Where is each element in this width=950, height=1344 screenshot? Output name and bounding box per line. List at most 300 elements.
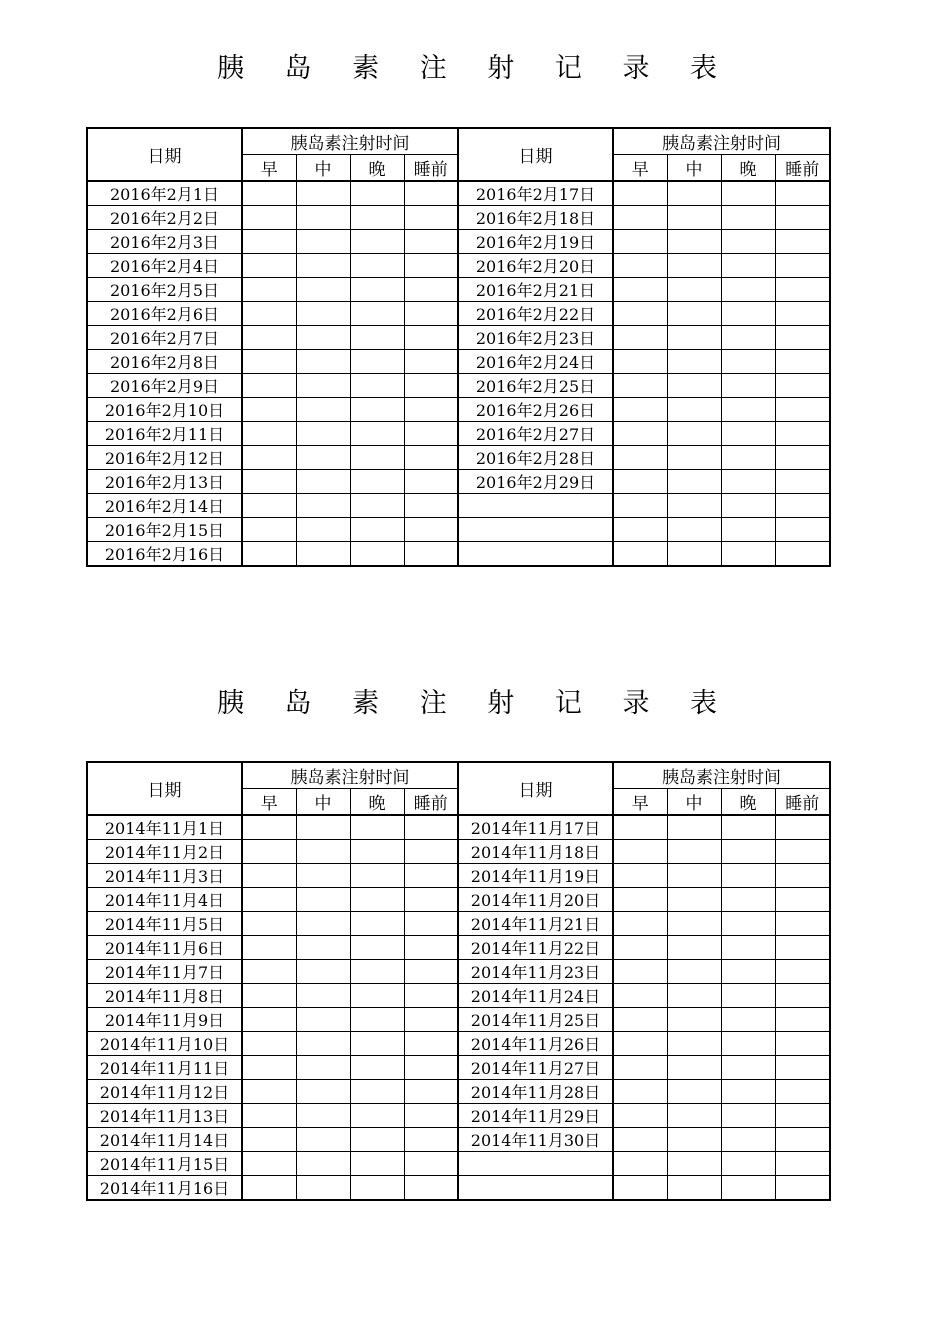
evening-cell[interactable] (350, 542, 404, 567)
date-cell: 2016年2月1日 (87, 181, 242, 206)
table-row (87, 1008, 830, 1032)
morning-cell[interactable] (242, 1128, 296, 1152)
date-header: 日期 (87, 762, 242, 815)
noon-cell[interactable] (296, 350, 350, 374)
date-cell: 2014年11月14日 (87, 1128, 242, 1152)
noon-cell[interactable] (667, 1056, 721, 1080)
noon-cell[interactable] (296, 326, 350, 350)
date-cell: 2014年11月20日 (458, 888, 613, 912)
bedtime-cell[interactable] (404, 446, 458, 470)
noon-cell[interactable] (296, 1176, 350, 1201)
bedtime-cell[interactable] (775, 888, 830, 912)
morning-cell[interactable] (613, 326, 667, 350)
noon-cell[interactable] (667, 446, 721, 470)
morning-cell[interactable] (613, 350, 667, 374)
morning-cell[interactable] (613, 1080, 667, 1104)
morning-cell[interactable] (613, 1176, 667, 1201)
morning-cell[interactable] (613, 1128, 667, 1152)
noon-cell[interactable] (296, 960, 350, 984)
noon-cell[interactable] (296, 1128, 350, 1152)
noon-cell[interactable] (296, 398, 350, 422)
evening-cell[interactable] (721, 230, 775, 254)
morning-cell[interactable] (242, 912, 296, 936)
date-cell: 2014年11月25日 (458, 1008, 613, 1032)
date-cell: 2014年11月6日 (87, 936, 242, 960)
noon-cell[interactable] (296, 206, 350, 230)
date-cell: 2014年11月19日 (458, 864, 613, 888)
bedtime-cell[interactable] (404, 1032, 458, 1056)
morning-cell[interactable] (242, 326, 296, 350)
date-cell: 2014年11月3日 (87, 864, 242, 888)
noon-cell[interactable] (667, 326, 721, 350)
morning-cell[interactable] (613, 888, 667, 912)
evening-cell[interactable] (721, 470, 775, 494)
morning-cell[interactable] (613, 181, 667, 206)
evening-cell[interactable] (350, 1032, 404, 1056)
bedtime-cell[interactable] (775, 254, 830, 278)
evening-cell[interactable] (350, 1104, 404, 1128)
evening-cell[interactable] (350, 206, 404, 230)
morning-cell[interactable] (613, 936, 667, 960)
morning-cell[interactable] (242, 1104, 296, 1128)
morning-cell[interactable] (613, 1104, 667, 1128)
morning-cell[interactable] (613, 446, 667, 470)
noon-cell[interactable] (296, 494, 350, 518)
morning-cell[interactable] (613, 254, 667, 278)
morning-cell[interactable] (242, 864, 296, 888)
noon-cell[interactable] (667, 936, 721, 960)
evening-cell[interactable] (350, 1008, 404, 1032)
noon-cell[interactable] (667, 840, 721, 864)
morning-cell[interactable] (242, 1080, 296, 1104)
noon-cell[interactable] (667, 518, 721, 542)
noon-cell[interactable] (296, 1032, 350, 1056)
bedtime-cell[interactable] (775, 350, 830, 374)
bedtime-cell[interactable] (404, 984, 458, 1008)
evening-cell[interactable] (721, 912, 775, 936)
evening-cell[interactable] (350, 398, 404, 422)
evening-cell[interactable] (721, 1128, 775, 1152)
evening-cell[interactable] (350, 181, 404, 206)
bedtime-cell[interactable] (404, 181, 458, 206)
bedtime-cell[interactable] (404, 1080, 458, 1104)
bedtime-cell[interactable] (775, 181, 830, 206)
bedtime-cell[interactable] (775, 1128, 830, 1152)
evening-cell[interactable] (350, 518, 404, 542)
evening-cell[interactable] (721, 302, 775, 326)
noon-cell[interactable] (296, 470, 350, 494)
date-cell: 2014年11月10日 (87, 1032, 242, 1056)
date-cell: 2014年11月1日 (87, 815, 242, 840)
evening-cell[interactable] (721, 254, 775, 278)
morning-cell[interactable] (613, 1008, 667, 1032)
bedtime-cell[interactable] (404, 840, 458, 864)
evening-cell[interactable] (721, 960, 775, 984)
evening-cell[interactable] (721, 1176, 775, 1201)
morning-cell[interactable] (613, 864, 667, 888)
date-cell: 2016年2月5日 (87, 278, 242, 302)
morning-cell[interactable] (613, 398, 667, 422)
noon-cell[interactable] (296, 446, 350, 470)
morning-cell[interactable] (613, 422, 667, 446)
morning-cell[interactable] (242, 960, 296, 984)
noon-cell[interactable] (667, 254, 721, 278)
morning-cell[interactable] (242, 206, 296, 230)
noon-cell[interactable] (667, 1032, 721, 1056)
noon-cell[interactable] (667, 350, 721, 374)
bedtime-header: 睡前 (775, 155, 830, 182)
noon-cell[interactable] (667, 206, 721, 230)
table-row (87, 494, 830, 518)
bedtime-cell[interactable] (775, 302, 830, 326)
bedtime-cell[interactable] (775, 206, 830, 230)
morning-cell[interactable] (613, 840, 667, 864)
date-cell: 2014年11月23日 (458, 960, 613, 984)
evening-cell[interactable] (721, 542, 775, 567)
date-cell: 2016年2月9日 (87, 374, 242, 398)
noon-cell[interactable] (667, 230, 721, 254)
morning-cell[interactable] (613, 278, 667, 302)
bedtime-cell[interactable] (775, 1152, 830, 1176)
noon-cell[interactable] (296, 888, 350, 912)
noon-cell[interactable] (296, 1008, 350, 1032)
table-row (87, 864, 830, 888)
evening-cell[interactable] (350, 350, 404, 374)
bedtime-cell[interactable] (404, 254, 458, 278)
morning-cell[interactable] (242, 398, 296, 422)
morning-cell[interactable] (613, 815, 667, 840)
date-cell: 2016年2月7日 (87, 326, 242, 350)
date-cell: 2016年2月20日 (458, 254, 613, 278)
morning-cell[interactable] (242, 181, 296, 206)
evening-cell[interactable] (721, 398, 775, 422)
morning-cell[interactable] (242, 984, 296, 1008)
evening-cell[interactable] (721, 1152, 775, 1176)
bedtime-cell[interactable] (775, 984, 830, 1008)
noon-cell[interactable] (296, 278, 350, 302)
bedtime-cell[interactable] (404, 936, 458, 960)
evening-cell[interactable] (350, 960, 404, 984)
evening-cell[interactable] (350, 936, 404, 960)
bedtime-cell[interactable] (775, 864, 830, 888)
noon-cell[interactable] (667, 815, 721, 840)
morning-cell[interactable] (242, 840, 296, 864)
insulin-record-table (86, 127, 831, 567)
morning-cell[interactable] (242, 254, 296, 278)
evening-cell[interactable] (350, 278, 404, 302)
morning-cell[interactable] (613, 1032, 667, 1056)
morning-cell[interactable] (613, 1152, 667, 1176)
evening-cell[interactable] (350, 840, 404, 864)
evening-cell[interactable] (350, 984, 404, 1008)
bedtime-cell[interactable] (775, 326, 830, 350)
evening-cell[interactable] (721, 984, 775, 1008)
evening-cell[interactable] (350, 864, 404, 888)
table-row (87, 1128, 830, 1152)
evening-cell[interactable] (721, 936, 775, 960)
bedtime-cell[interactable] (404, 1176, 458, 1201)
bedtime-cell[interactable] (775, 840, 830, 864)
bedtime-cell[interactable] (404, 302, 458, 326)
noon-cell[interactable] (667, 912, 721, 936)
evening-cell[interactable] (721, 374, 775, 398)
table-row (87, 518, 830, 542)
noon-cell[interactable] (667, 542, 721, 567)
noon-cell[interactable] (667, 864, 721, 888)
table-row (87, 840, 830, 864)
evening-cell[interactable] (350, 470, 404, 494)
morning-cell[interactable] (242, 422, 296, 446)
evening-cell[interactable] (721, 864, 775, 888)
evening-cell[interactable] (721, 840, 775, 864)
bedtime-cell[interactable] (775, 1008, 830, 1032)
morning-cell[interactable] (242, 1056, 296, 1080)
evening-cell[interactable] (350, 422, 404, 446)
bedtime-cell[interactable] (404, 1128, 458, 1152)
evening-cell[interactable] (721, 1104, 775, 1128)
date-cell: 2016年2月3日 (87, 230, 242, 254)
evening-cell[interactable] (350, 1080, 404, 1104)
bedtime-cell[interactable] (404, 815, 458, 840)
bedtime-cell[interactable] (775, 912, 830, 936)
injection-time-header: 胰岛素注射时间 (242, 128, 458, 155)
bedtime-cell[interactable] (404, 912, 458, 936)
evening-cell[interactable] (350, 374, 404, 398)
bedtime-cell[interactable] (775, 230, 830, 254)
morning-cell[interactable] (242, 815, 296, 840)
noon-cell[interactable] (296, 864, 350, 888)
morning-cell[interactable] (613, 374, 667, 398)
morning-cell[interactable] (242, 230, 296, 254)
evening-cell[interactable] (350, 302, 404, 326)
evening-cell[interactable] (721, 278, 775, 302)
noon-cell[interactable] (296, 840, 350, 864)
morning-cell[interactable] (613, 960, 667, 984)
bedtime-cell[interactable] (404, 470, 458, 494)
morning-cell[interactable] (242, 1032, 296, 1056)
evening-cell[interactable] (350, 326, 404, 350)
evening-cell[interactable] (721, 1080, 775, 1104)
sheet-title: 胰 岛 素 注 射 记 录 表 (216, 53, 734, 84)
evening-cell[interactable] (721, 1008, 775, 1032)
evening-cell[interactable] (350, 888, 404, 912)
evening-cell[interactable] (350, 1128, 404, 1152)
noon-cell[interactable] (296, 518, 350, 542)
bedtime-cell[interactable] (404, 326, 458, 350)
date-cell: 2016年2月23日 (458, 326, 613, 350)
noon-cell[interactable] (296, 1056, 350, 1080)
evening-cell[interactable] (350, 815, 404, 840)
noon-cell[interactable] (667, 494, 721, 518)
noon-cell[interactable] (667, 1176, 721, 1201)
noon-cell[interactable] (296, 302, 350, 326)
noon-cell[interactable] (296, 230, 350, 254)
noon-cell[interactable] (667, 960, 721, 984)
morning-cell[interactable] (242, 278, 296, 302)
noon-cell[interactable] (667, 1128, 721, 1152)
noon-cell[interactable] (296, 1104, 350, 1128)
noon-cell[interactable] (296, 542, 350, 567)
morning-cell[interactable] (242, 470, 296, 494)
morning-cell[interactable] (242, 1152, 296, 1176)
injection-time-header: 胰岛素注射时间 (242, 762, 458, 789)
evening-cell[interactable] (721, 815, 775, 840)
morning-cell[interactable] (613, 230, 667, 254)
bedtime-cell[interactable] (775, 398, 830, 422)
morning-cell[interactable] (613, 1056, 667, 1080)
evening-cell[interactable] (350, 912, 404, 936)
noon-cell[interactable] (296, 1152, 350, 1176)
noon-cell[interactable] (296, 984, 350, 1008)
bedtime-cell[interactable] (775, 470, 830, 494)
bedtime-cell[interactable] (775, 1032, 830, 1056)
date-cell: 2014年11月21日 (458, 912, 613, 936)
morning-cell[interactable] (613, 984, 667, 1008)
noon-cell[interactable] (667, 470, 721, 494)
bedtime-cell[interactable] (404, 374, 458, 398)
bedtime-cell[interactable] (775, 494, 830, 518)
bedtime-cell[interactable] (775, 960, 830, 984)
noon-cell[interactable] (296, 254, 350, 278)
morning-cell[interactable] (242, 542, 296, 567)
bedtime-cell[interactable] (404, 278, 458, 302)
evening-cell[interactable] (350, 1176, 404, 1201)
morning-cell[interactable] (242, 494, 296, 518)
date-cell: 2014年11月24日 (458, 984, 613, 1008)
noon-cell[interactable] (667, 1152, 721, 1176)
table-row (87, 1080, 830, 1104)
evening-cell[interactable] (721, 181, 775, 206)
evening-cell[interactable] (721, 1032, 775, 1056)
morning-cell[interactable] (242, 518, 296, 542)
bedtime-cell[interactable] (404, 230, 458, 254)
bedtime-cell[interactable] (404, 350, 458, 374)
evening-cell[interactable] (350, 446, 404, 470)
morning-cell[interactable] (613, 206, 667, 230)
noon-cell[interactable] (667, 1008, 721, 1032)
morning-cell[interactable] (242, 888, 296, 912)
date-cell (458, 518, 613, 542)
noon-cell[interactable] (667, 181, 721, 206)
bedtime-cell[interactable] (775, 422, 830, 446)
table-row (87, 936, 830, 960)
table-row (87, 374, 830, 398)
bedtime-cell[interactable] (775, 1104, 830, 1128)
bedtime-cell[interactable] (404, 1056, 458, 1080)
bedtime-cell[interactable] (775, 815, 830, 840)
morning-cell[interactable] (613, 302, 667, 326)
bedtime-cell[interactable] (775, 936, 830, 960)
table-row (87, 1104, 830, 1128)
bedtime-cell[interactable] (404, 888, 458, 912)
noon-cell[interactable] (667, 278, 721, 302)
evening-cell[interactable] (350, 1056, 404, 1080)
bedtime-cell[interactable] (404, 1152, 458, 1176)
morning-cell[interactable] (242, 350, 296, 374)
noon-cell[interactable] (667, 888, 721, 912)
noon-cell[interactable] (296, 936, 350, 960)
noon-cell[interactable] (667, 422, 721, 446)
noon-cell[interactable] (667, 374, 721, 398)
date-cell: 2016年2月16日 (87, 542, 242, 567)
bedtime-cell[interactable] (775, 518, 830, 542)
bedtime-cell[interactable] (775, 374, 830, 398)
bedtime-cell[interactable] (404, 864, 458, 888)
evening-cell[interactable] (721, 494, 775, 518)
date-cell: 2014年11月11日 (87, 1056, 242, 1080)
noon-cell[interactable] (296, 1080, 350, 1104)
morning-cell[interactable] (242, 374, 296, 398)
morning-cell[interactable] (613, 542, 667, 567)
morning-cell[interactable] (613, 518, 667, 542)
noon-cell[interactable] (296, 374, 350, 398)
morning-cell[interactable] (613, 494, 667, 518)
evening-cell[interactable] (350, 230, 404, 254)
bedtime-cell[interactable] (775, 1176, 830, 1201)
table-row (87, 815, 830, 840)
morning-cell[interactable] (613, 470, 667, 494)
bedtime-cell[interactable] (404, 494, 458, 518)
bedtime-cell[interactable] (404, 960, 458, 984)
evening-cell[interactable] (721, 888, 775, 912)
morning-cell[interactable] (242, 936, 296, 960)
bedtime-cell[interactable] (775, 542, 830, 567)
morning-cell[interactable] (613, 912, 667, 936)
noon-cell[interactable] (296, 181, 350, 206)
morning-cell[interactable] (242, 446, 296, 470)
bedtime-cell[interactable] (404, 1008, 458, 1032)
noon-cell[interactable] (296, 422, 350, 446)
noon-cell[interactable] (667, 1080, 721, 1104)
noon-cell[interactable] (667, 302, 721, 326)
evening-cell[interactable] (721, 206, 775, 230)
evening-cell[interactable] (721, 446, 775, 470)
noon-cell[interactable] (667, 1104, 721, 1128)
noon-cell[interactable] (296, 912, 350, 936)
evening-cell[interactable] (350, 494, 404, 518)
bedtime-cell[interactable] (404, 542, 458, 567)
noon-cell[interactable] (296, 815, 350, 840)
bedtime-cell[interactable] (775, 446, 830, 470)
date-cell (458, 542, 613, 567)
bedtime-cell[interactable] (404, 398, 458, 422)
bedtime-cell[interactable] (404, 422, 458, 446)
date-cell: 2016年2月29日 (458, 470, 613, 494)
bedtime-cell[interactable] (404, 1104, 458, 1128)
bedtime-cell[interactable] (404, 518, 458, 542)
evening-cell[interactable] (721, 326, 775, 350)
bedtime-cell[interactable] (775, 1056, 830, 1080)
bedtime-cell[interactable] (404, 206, 458, 230)
noon-cell[interactable] (667, 398, 721, 422)
table-row (87, 1152, 830, 1176)
evening-cell[interactable] (721, 518, 775, 542)
evening-cell[interactable] (721, 350, 775, 374)
evening-cell[interactable] (350, 1152, 404, 1176)
evening-cell[interactable] (721, 1056, 775, 1080)
bedtime-cell[interactable] (775, 1080, 830, 1104)
morning-cell[interactable] (242, 1176, 296, 1201)
date-cell: 2014年11月9日 (87, 1008, 242, 1032)
morning-cell[interactable] (242, 302, 296, 326)
evening-cell[interactable] (350, 254, 404, 278)
bedtime-cell[interactable] (775, 278, 830, 302)
table-row (87, 254, 830, 278)
noon-cell[interactable] (667, 984, 721, 1008)
evening-cell[interactable] (721, 422, 775, 446)
morning-cell[interactable] (242, 1008, 296, 1032)
morning-header: 早 (242, 155, 296, 182)
